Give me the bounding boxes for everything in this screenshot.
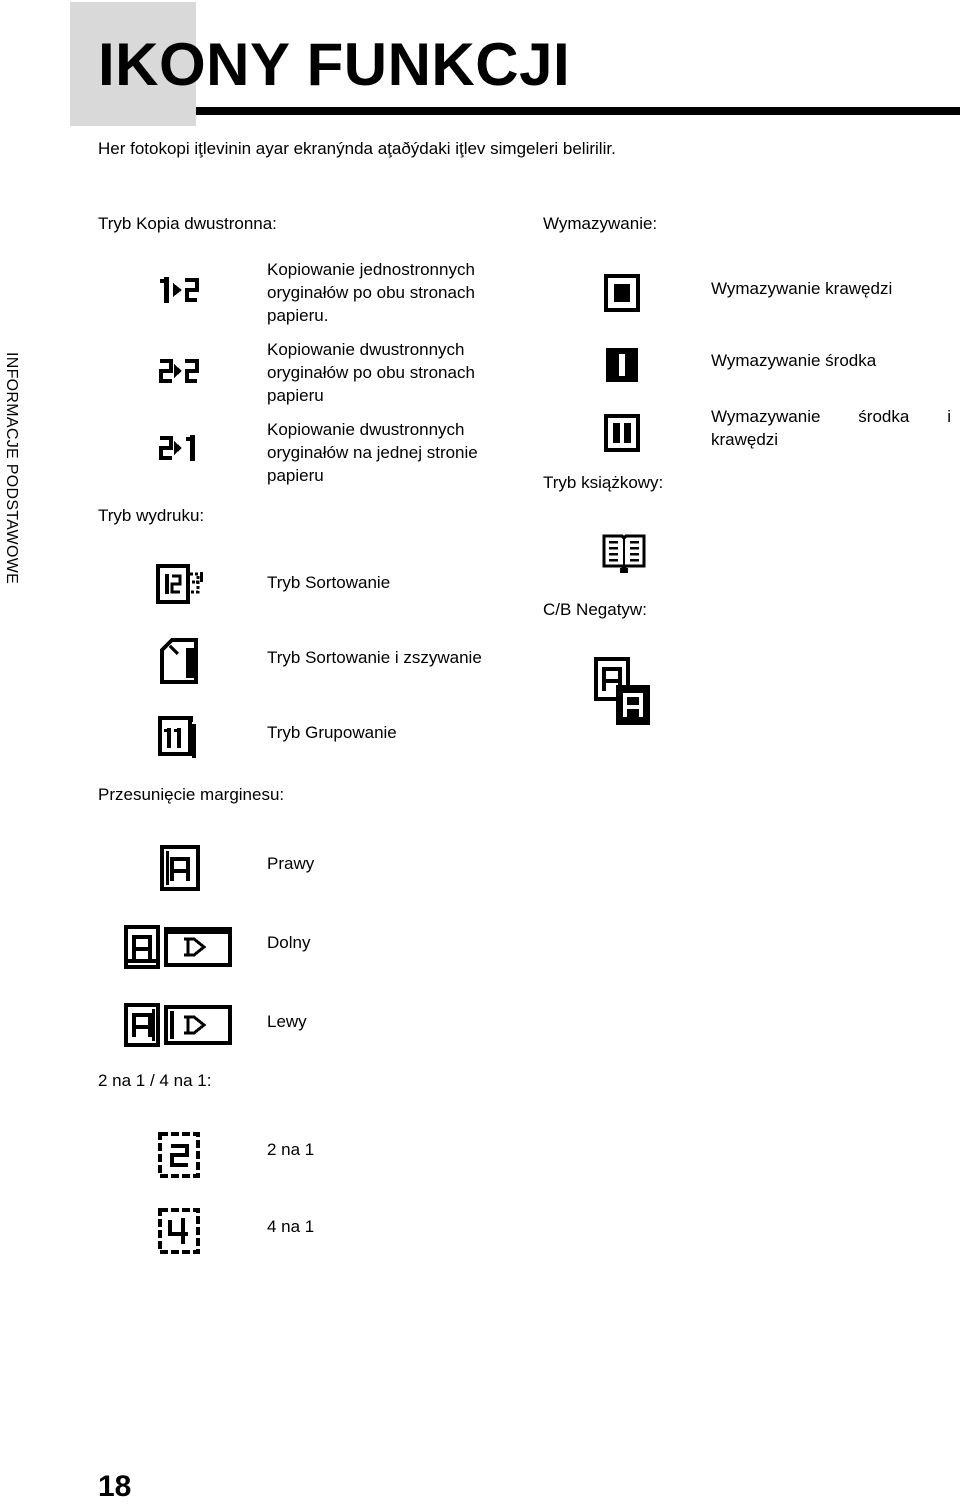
duplex-heading: Tryb Kopia dwustronna: [98,214,277,233]
margin-heading: Przesunięcie marginesu: [98,785,285,804]
output-item-1-text: Tryb Sortowanie [267,573,391,592]
duplex-item-3-text: Kopiowanie dwustronnych oryginałów na jednej stronie papieru [267,420,478,485]
intro-text: Her fotokopi iţlevinin ayar ekranýnda aţaðýdaki iţlev simgeleri belirilir. [98,139,616,158]
title-rule [196,107,960,115]
two-in-one-icon [158,1132,202,1178]
center-erase-icon [604,346,640,384]
edge-center-erase-icon [604,414,640,452]
output-heading: Tryb wydruku: [98,506,205,525]
output-item-2-text: Tryb Sortowanie i zszywanie [267,648,482,667]
nup-heading: 2 na 1 / 4 na 1: [98,1071,212,1090]
book-heading: Tryb książkowy: [543,473,664,492]
group-icon [158,714,200,760]
erase-item-2-text: Wymazywanie środka [711,351,877,370]
nup-item-1-text: 2 na 1 [267,1140,315,1159]
book-icon [602,532,646,574]
two-to-two-icon [158,356,200,386]
side-tab-label: INFORMACJE PODSTAWOWE [3,352,20,585]
duplex-item-2-text: Kopiowanie dwustronnych oryginałów po obu stronach papieru [267,340,475,405]
output-item-3-text: Tryb Grupowanie [267,723,397,742]
duplex-item-1-text: Kopiowanie jednostronnych oryginałów po obu stronach papieru. [267,260,475,325]
negative-heading: C/B Negatyw: [543,600,647,619]
margin-item-1-text: Prawy [267,854,315,873]
two-to-one-icon [158,433,200,463]
one-to-two-icon [158,275,200,305]
erase-heading: Wymazywanie: [543,214,658,233]
erase-item-1-text: Wymazywanie krawędzi [711,279,893,298]
margin-item-3-text: Lewy [267,1012,307,1031]
erase-item-3-text-line2: krawędzi [711,430,779,449]
four-in-one-icon [158,1208,202,1254]
margin-right-icon [160,845,202,891]
page-title: IKONY FUNKCJI [98,31,571,98]
negative-icon [594,657,652,727]
nup-item-2-text: 4 na 1 [267,1217,315,1236]
sort-icon [156,564,204,608]
margin-item-2-text: Dolny [267,933,311,952]
margin-left-icon [124,1003,234,1047]
sort-staple-icon [158,638,200,684]
erase-item-3-text-line1: Wymazywanie środka i [711,407,951,426]
margin-bottom-icon [124,925,234,969]
page-number: 18 [98,1470,132,1503]
edge-erase-icon [604,274,640,312]
